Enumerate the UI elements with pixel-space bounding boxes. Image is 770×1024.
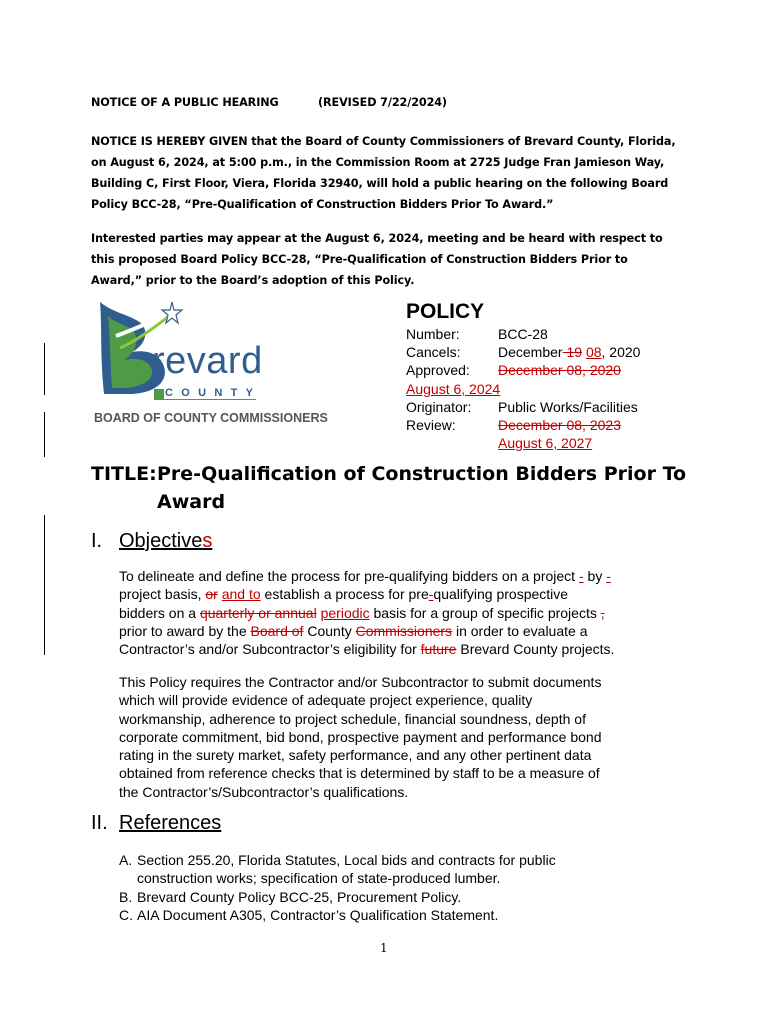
deleted-text: , [600,604,605,621]
policy-number-row [406,325,592,343]
notice-revised: (REVISED 7/22/2024) [318,96,447,109]
policy-approved-inserted: August 6, 2024 [406,380,501,397]
policy-text-line: obtained from reference checks that is determined by staff to be a measure of [119,765,600,782]
policy-approved-deleted: December 08, 2020 [498,362,621,379]
notice-paragraph-1 [91,131,676,215]
section-2-number: II. [91,812,108,834]
policy-text-line: the Contractor’s/Subcontractor’s qualifications. [119,783,409,800]
policy-originator-value: Public Works/Facilities [498,398,638,415]
logo-wordmark: revard [152,340,263,382]
title-row-1 [91,460,687,488]
change-bar [44,515,45,655]
deleted-text: or [205,586,218,603]
text-run: project basis, [119,586,202,603]
deleted-text: future [420,641,457,658]
section-1-paragraph-1 [119,567,614,658]
text-run: establish a process for pre [264,586,429,603]
policy-review-row-2 [406,434,592,452]
reference-letter: B. [119,888,133,905]
section-2-heading [91,812,222,835]
policy-cancels-year: , 2020 [601,344,641,361]
inserted-mark: - [428,586,434,603]
objective-line-3 [119,604,614,622]
inserted-text: periodic [320,604,370,621]
reference-text-continued: construction works; specification of state-produced lumber. [137,870,501,887]
reference-letter: A. [119,852,133,868]
policy-text-line: corporate commitment, bid bond, prospective payment and performance bond [119,728,602,745]
text-run: in order to evaluate a [455,622,588,639]
notice-heading: NOTICE OF A PUBLIC HEARING [91,96,279,109]
deleted-text: Commissioners [355,622,453,639]
change-bar [44,412,45,457]
policy-block [406,325,641,452]
section-1-title-inserted: s [202,530,213,552]
policy-text-line: which will provide evidence of adequate project experience, quality [119,692,533,709]
deleted-text: Board of [250,622,304,639]
reference-item [119,851,556,869]
references-list [119,851,556,924]
brevard-logo [92,296,342,406]
section-1-number: I. [91,530,103,552]
notice-line: Building C, First Floor, Viera, Florida 32940, will hold a public hearing on the following Board [91,177,669,190]
text-run: prior to award by the [119,622,247,639]
policy-text-line: workmanship, adherence to project schedule, financial soundness, depth of [119,710,586,727]
section-1-paragraph-2 [119,673,602,801]
notice-paragraph-2 [91,228,663,291]
notice-line: Award,” prior to the Board’s adoption of this Policy. [91,274,415,287]
text-run: qualifying prospective [433,586,569,603]
policy-cancels-deleted-day: 19 [562,344,583,361]
policy-cancels-label: Cancels: [406,344,461,361]
text-run: basis for a group of specific projects [373,604,597,621]
text-run: To delineate and define the process for pre-qualifying bidders on a project [119,568,576,584]
policy-text-line: This Policy requires the Contractor and/or Subcontractor to submit documents [119,674,602,690]
title-text-line-2: Award [157,491,226,513]
policy-review-inserted: August 6, 2027 [498,435,593,452]
policy-approved-label: Approved: [406,362,470,379]
reference-item [119,906,500,924]
objective-line-4 [119,622,614,640]
title-label: TITLE: [91,463,157,485]
text-run: Brevard County projects. [460,641,615,658]
notice-line: Policy BCC-28, “Pre-Qualification of Construction Bidders Prior To Award.” [91,198,554,211]
policy-approved-row [406,361,621,379]
policy-cancels-inserted: 08 [585,344,602,361]
reference-letter: C. [119,906,133,923]
policy-heading: POLICY [406,300,485,323]
policy-number-label: Number: [406,326,460,342]
policy-review-row [406,416,621,434]
objective-line-1 [119,567,614,585]
section-1-heading [91,530,213,553]
section-2-title: References [119,812,222,834]
policy-approved-row-2 [406,380,592,398]
section-1-title-base: Objective [119,530,203,552]
deleted-text: quarterly or annual [199,604,317,621]
notice-line: Interested parties may appear at the August 6, 2024, meeting and be heard with respect to [91,232,663,245]
text-run: bidders on a [119,604,197,621]
text-run: County [307,622,352,639]
policy-text-line: rating in the surety market, safety performance, and any other pertinent data [119,747,592,764]
reference-text: Brevard County Policy BCC-25, Procurement Policy. [137,888,462,905]
document-title [91,460,687,516]
inserted-text: and to [221,586,261,603]
text-run: Contractor’s and/or Subcontractor’s eligibility for [119,641,417,658]
reference-item [119,888,500,906]
policy-review-label: Review: [406,417,456,434]
title-text-line-1: Pre-Qualification of Construction Bidders Prior To [157,463,687,485]
objective-line-5 [119,640,614,658]
section-1-title [119,530,212,553]
text-run: by [587,568,603,584]
reference-text: AIA Document A305, Contractor’s Qualification Statement. [137,906,499,923]
reference-text: Section 255.20, Florida Statutes, Local bids and contracts for public [137,852,556,868]
change-bar [44,343,45,395]
policy-review-deleted: December 08, 2023 [498,417,621,434]
inserted-mark: - [578,568,584,584]
policy-originator-row [406,398,638,416]
policy-cancels-date: December [498,344,563,361]
inserted-mark: - [606,568,611,584]
policy-originator-label: Originator: [406,398,472,415]
policy-number-value: BCC-28 [498,326,548,342]
logo-board-caption: BOARD OF COUNTY COMMISSIONERS [94,411,328,425]
notice-line: NOTICE IS HEREBY GIVEN that the Board of County Commissioners of Brevard County, Florida, [91,135,676,148]
logo-county: COUNTY [165,387,262,399]
notice-line: on August 6, 2024, at 5:00 p.m., in the Commission Room at 2725 Judge Fran Jamieson Way, [91,156,665,169]
objective-line-2 [119,585,614,603]
notice-line: this proposed Board Policy BCC-28, “Pre-Qualification of Construction Bidders Prior to [91,253,628,266]
page-number: 1 [380,941,388,955]
policy-cancels-row [406,343,641,361]
